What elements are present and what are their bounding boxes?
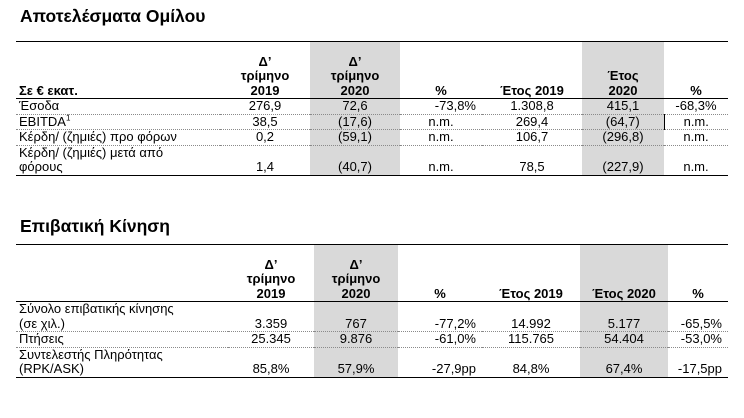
cell-year-2020: 415,1: [582, 99, 664, 115]
row-label: Πτήσεις: [16, 332, 228, 348]
cell-q4-2020: 72,6: [310, 99, 400, 115]
cell-q4-2019: 1,4: [220, 145, 310, 175]
pct-year-header: %: [668, 245, 728, 302]
year-2019-header: Έτος 2019: [482, 245, 580, 302]
cell-q4-2020: 767: [314, 302, 398, 332]
cell-year-2019: 84,8%: [482, 347, 580, 377]
cell-q4-2019: 0,2: [220, 130, 310, 146]
cell-q4-2019: 85,8%: [228, 347, 314, 377]
row-label: Κέρδη/ (ζημιές) προ φόρων: [16, 130, 220, 146]
unit-header: Σε € εκατ.: [16, 42, 220, 99]
cell-q4-2020: 9.876: [314, 332, 398, 348]
table-header-row: [16, 245, 728, 302]
cell-year-2020: (227,9): [582, 145, 664, 175]
cell-pct-year: -65,5%: [668, 302, 728, 332]
pct-quarter-header: %: [400, 42, 482, 99]
cell-pct-year: -17,5pp: [668, 347, 728, 377]
cell-pct-year: n.m.: [664, 130, 728, 146]
cell-year-2020: (296,8): [582, 130, 664, 146]
q4-2019-header: Δ’ τρίμηνο 2019: [220, 42, 310, 99]
year-2020-header: Έτος 2020: [582, 42, 664, 99]
passenger-traffic-table: [16, 244, 728, 378]
cell-pct-quarter: n.m.: [400, 114, 482, 130]
pct-quarter-header: %: [398, 245, 482, 302]
table-row: [16, 130, 728, 146]
footnote-marker: 1: [65, 113, 71, 123]
cell-q4-2019: 38,5: [220, 114, 310, 130]
cell-pct-quarter: -61,0%: [398, 332, 482, 348]
cell-pct-year: -68,3%: [664, 99, 728, 115]
table-row: [16, 99, 728, 115]
cell-q4-2019: 276,9: [220, 99, 310, 115]
pct-year-header: %: [664, 42, 728, 99]
year-2020-header: Έτος 2020: [580, 245, 668, 302]
table-row: [16, 347, 728, 377]
cell-pct-year: -53,0%: [668, 332, 728, 348]
cell-year-2019: 115.765: [482, 332, 580, 348]
cell-q4-2019: 25.345: [228, 332, 314, 348]
cell-year-2019: 106,7: [482, 130, 582, 146]
row-label: Συντελεστής Πληρότητας (RPK/ASK): [16, 347, 228, 377]
cell-year-2020: (64,7): [582, 114, 664, 130]
q4-2019-header: Δ’ τρίμηνο 2019: [228, 245, 314, 302]
cell-year-2020: 5.177: [580, 302, 668, 332]
cell-q4-2020: 57,9%: [314, 347, 398, 377]
traffic-title: Επιβατική Κίνηση: [20, 216, 170, 236]
table-row: [16, 302, 728, 332]
row-header: [16, 245, 228, 302]
cell-q4-2020: (59,1): [310, 130, 400, 146]
cell-year-2019: 78,5: [482, 145, 582, 175]
cell-q4-2020: (17,6): [310, 114, 400, 130]
cell-year-2019: 14.992: [482, 302, 580, 332]
table-row: [16, 332, 728, 348]
cell-pct-year: n.m.: [664, 145, 728, 175]
table-row: [16, 114, 728, 130]
row-label: Σύνολο επιβατικής κίνησης (σε χιλ.): [16, 302, 228, 332]
year-2019-header: Έτος 2019: [482, 42, 582, 99]
row-label: Κέρδη/ (ζημιές) μετά από φόρους: [16, 145, 220, 175]
cell-year-2020: 67,4%: [580, 347, 668, 377]
table-row: [16, 145, 728, 175]
cell-pct-quarter: -73,8%: [400, 99, 482, 115]
q4-2020-header: Δ’ τρίμηνο 2020: [314, 245, 398, 302]
cell-year-2019: 269,4: [482, 114, 582, 130]
cell-pct-year: n.m.: [664, 114, 728, 130]
cell-pct-quarter: -77,2%: [398, 302, 482, 332]
cell-q4-2020: (40,7): [310, 145, 400, 175]
row-label: Έσοδα: [16, 99, 220, 115]
cell-pct-quarter: -27,9pp: [398, 347, 482, 377]
table-header-row: [16, 42, 728, 99]
cell-pct-quarter: n.m.: [400, 145, 482, 175]
cell-year-2019: 1.308,8: [482, 99, 582, 115]
cell-q4-2019: 3.359: [228, 302, 314, 332]
cell-pct-quarter: n.m.: [400, 130, 482, 146]
results-title: Αποτελέσματα Ομίλου: [20, 6, 206, 26]
q4-2020-header: Δ’ τρίμηνο 2020: [310, 42, 400, 99]
group-results-table: [16, 41, 728, 176]
row-label: EBITDA$^1$: [16, 114, 220, 130]
cell-year-2020: 54.404: [580, 332, 668, 348]
